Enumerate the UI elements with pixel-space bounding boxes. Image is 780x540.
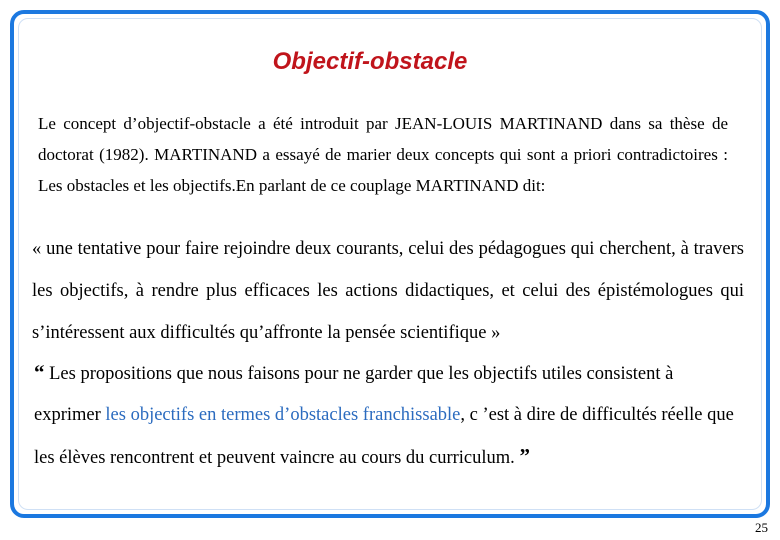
slide-title-text: Objectif-obstacle [272, 48, 468, 75]
martinand-citation: « une tentative pour faire rejoindre deux courants, celui des pédagogues qui cherchent, à travers les objectifs, à rendre plus efficaces les actions didactiques, et celui des épistémologues qui s’intéressent aux difficultés qu’affronte la pensée scientifique » [32, 239, 744, 343]
quote-text-part1: Les propositions que nous faisons pour ne garder que les objectifs utiles consistent à exprimer [34, 364, 674, 425]
open-quote-mark: “ [34, 360, 45, 384]
quote-paragraph [34, 352, 736, 479]
quote-text-part2: , c ’est à dire de difficultés réelle que les élèves rencontrent et peuvent vaincre au cours du curriculum. [34, 405, 734, 468]
page-number: 25 [755, 520, 768, 535]
close-quote-mark: ” [519, 444, 530, 468]
intro-paragraph: Le concept d’objectif-obstacle a été introduit par JEAN-LOUIS MARTINAND dans sa thèse de doctorat (1982). MARTINAND a essayé de marier deux concepts qui sont a priori contradictoires : Les obstacles et les objectifs.En parlant de ce couplage MARTINAND dit: [38, 114, 728, 195]
quote-highlight: les objectifs en termes d’obstacles franchissable [105, 405, 461, 425]
slide-title [0, 48, 780, 76]
